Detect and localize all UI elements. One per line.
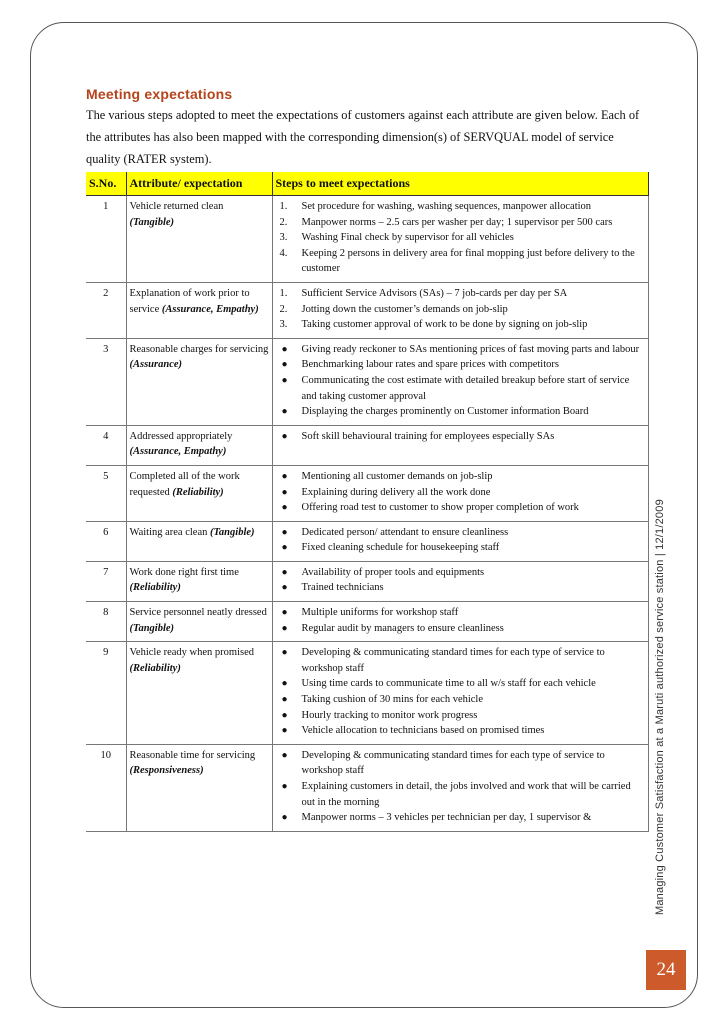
servqual-dimension: (Reliability) — [129, 662, 181, 674]
step-text: Manpower norms – 3 vehicles per technician per day, 1 supervisor & — [301, 812, 592, 824]
step-text: Using time cards to communicate time to all w/s staff for each vehicle — [301, 678, 596, 690]
steps-cell — [272, 425, 648, 465]
bullet-icon: ● — [281, 647, 288, 659]
step-item — [276, 810, 645, 826]
step-item — [276, 215, 645, 231]
step-item — [276, 500, 645, 516]
attribute-cell — [126, 465, 272, 521]
step-text: Taking cushion of 30 mins for each vehicle — [301, 694, 484, 706]
step-text: Taking customer approval of work to be done by signing on job-slip — [301, 319, 588, 331]
attribute-cell — [126, 425, 272, 465]
bulleted-steps-list — [276, 605, 645, 636]
bullet-icon: ● — [281, 694, 288, 706]
step-item — [276, 565, 645, 581]
attribute-text: Completed all of the work requested — [129, 470, 240, 498]
steps-cell — [272, 744, 648, 831]
bullet-icon: ● — [281, 749, 288, 761]
table-row — [86, 602, 648, 642]
step-item — [276, 302, 645, 318]
bullet-icon: ● — [281, 709, 288, 721]
attribute-cell — [126, 602, 272, 642]
table-row — [86, 521, 648, 561]
step-text: Dedicated person/ attendant to ensure cleanliness — [301, 526, 509, 538]
step-item — [276, 404, 645, 420]
bullet-icon: ● — [281, 725, 288, 737]
footer-sidebar-text: Managing Customer Satisfaction at a Maruti authorized service station | 12/1/2009 — [654, 499, 666, 915]
bulleted-steps-list — [276, 645, 645, 739]
bullet-icon: ● — [281, 486, 288, 498]
servqual-dimension: (Tangible) — [209, 526, 255, 538]
bullet-icon: ● — [281, 343, 288, 355]
bulleted-steps-list — [276, 469, 645, 516]
step-item — [276, 199, 645, 215]
bullet-icon: ● — [281, 607, 288, 619]
step-item — [276, 621, 645, 637]
bullet-icon: ● — [281, 566, 288, 578]
step-text: Communicating the cost estimate with detailed breakup before start of service and taking customer approval — [301, 374, 630, 402]
attribute-cell — [126, 282, 272, 338]
bullet-icon: ● — [281, 406, 288, 418]
bullet-icon: ● — [281, 678, 288, 690]
section-title: Meeting expectations — [86, 86, 233, 102]
table-row — [86, 561, 648, 601]
servqual-dimension: (Responsiveness) — [129, 765, 204, 777]
table-row — [86, 338, 648, 425]
step-item — [276, 286, 645, 302]
row-number: 2 — [86, 282, 126, 338]
intro-paragraph: The various steps adopted to meet the expectations of customers against each attribute are given below. Each of the attributes has also been mapped with the corresponding dimension(s) of SERVQUAL model of service quality (RATER system). — [86, 108, 640, 166]
step-item — [276, 540, 645, 556]
attribute-cell — [126, 338, 272, 425]
header-sno: S.No. — [86, 172, 126, 196]
steps-cell — [272, 465, 648, 521]
step-text: Manpower norms – 2.5 cars per washer per day; 1 supervisor per 500 cars — [301, 216, 613, 228]
row-number: 1 — [86, 196, 126, 283]
attribute-cell — [126, 642, 272, 745]
attribute-text: Reasonable time for servicing — [129, 749, 256, 761]
row-number: 4 — [86, 425, 126, 465]
servqual-dimension: (Assurance, Empathy) — [161, 303, 259, 315]
page-number: 24 — [646, 950, 686, 990]
servqual-dimension: (Reliability) — [129, 582, 181, 594]
step-item — [276, 230, 645, 246]
step-number: 3. — [279, 319, 288, 331]
step-number: 2. — [279, 216, 288, 228]
table-row — [86, 282, 648, 338]
step-item — [276, 485, 645, 501]
step-text: Sufficient Service Advisors (SAs) – 7 job-cards per day per SA — [301, 287, 568, 299]
step-item — [276, 357, 645, 373]
table-body — [86, 196, 648, 832]
bullet-icon: ● — [281, 582, 288, 594]
attribute-cell — [126, 744, 272, 831]
bullet-icon: ● — [281, 502, 288, 514]
step-item — [276, 708, 645, 724]
table-row — [86, 744, 648, 831]
servqual-dimension: (Tangible) — [129, 216, 175, 228]
step-text: Displaying the charges prominently on Customer information Board — [301, 406, 589, 418]
attribute-text: Vehicle returned clean — [129, 201, 224, 212]
step-text: Developing & communicating standard times for each type of service to workshop staff — [301, 749, 605, 777]
step-number: 1. — [279, 287, 288, 299]
step-text: Multiple uniforms for workshop staff — [301, 607, 459, 619]
attribute-cell — [126, 196, 272, 283]
step-text: Developing & communicating standard times for each type of service to workshop staff — [301, 647, 605, 674]
row-number: 5 — [86, 465, 126, 521]
steps-cell — [272, 196, 648, 283]
servqual-dimension: (Reliability) — [172, 486, 224, 498]
step-number: 2. — [279, 303, 288, 315]
table-row — [86, 196, 648, 283]
step-text: Keeping 2 persons in delivery area for final mopping just before delivery to the customer — [301, 247, 635, 275]
row-number: 9 — [86, 642, 126, 745]
table-row — [86, 425, 648, 465]
step-item — [276, 525, 645, 541]
step-text: Trained technicians — [301, 582, 384, 594]
step-text: Explaining during delivery all the work done — [301, 486, 491, 498]
bullet-icon: ● — [281, 470, 288, 482]
attribute-text: Work done right first time — [129, 566, 239, 578]
step-text: Giving ready reckoner to SAs mentioning prices of fast moving parts and labour — [301, 343, 640, 355]
numbered-steps-list — [276, 286, 645, 333]
attribute-cell — [126, 521, 272, 561]
step-text: Hourly tracking to monitor work progress — [301, 709, 478, 721]
steps-cell — [272, 521, 648, 561]
attribute-text: Vehicle ready when promised — [129, 647, 254, 659]
step-text: Set procedure for washing, washing sequences, manpower allocation — [301, 201, 592, 212]
row-number: 8 — [86, 602, 126, 642]
step-text: Soft skill behavioural training for employees especially SAs — [301, 430, 555, 442]
step-item — [276, 779, 645, 810]
bullet-icon: ● — [281, 781, 288, 792]
step-item — [276, 246, 645, 277]
servqual-dimension: (Tangible) — [129, 622, 175, 634]
step-item — [276, 676, 645, 692]
bullet-icon: ● — [281, 622, 288, 634]
step-text: Mentioning all customer demands on job-slip — [301, 470, 493, 482]
step-text: Explaining customers in detail, the jobs involved and work that will be carried out in the morning — [301, 781, 631, 808]
step-item — [276, 605, 645, 621]
step-text: Fixed cleaning schedule for housekeeping staff — [301, 542, 500, 554]
step-item — [276, 723, 645, 739]
expectations-table — [86, 172, 649, 832]
header-steps: Steps to meet expectations — [272, 172, 648, 196]
step-text: Regular audit by managers to ensure cleanliness — [301, 622, 504, 634]
steps-cell — [272, 338, 648, 425]
bulleted-steps-list — [276, 342, 645, 420]
step-item — [276, 373, 645, 404]
header-attribute: Attribute/ expectation — [126, 172, 272, 196]
bullet-icon: ● — [281, 374, 288, 386]
attribute-text: Explanation of work prior to service — [129, 287, 250, 315]
step-item — [276, 469, 645, 485]
step-item — [276, 342, 645, 358]
bulleted-steps-list — [276, 565, 645, 596]
table-row — [86, 465, 648, 521]
bullet-icon: ● — [281, 430, 288, 442]
row-number: 10 — [86, 744, 126, 831]
numbered-steps-list — [276, 199, 645, 277]
step-text: Offering road test to customer to show proper completion of work — [301, 502, 579, 514]
step-number: 1. — [279, 201, 288, 212]
bullet-icon: ● — [281, 526, 288, 538]
attribute-text: Service personnel neatly dressed — [129, 607, 267, 619]
step-item — [276, 317, 645, 333]
step-number: 4. — [279, 247, 288, 259]
table-row — [86, 642, 648, 745]
servqual-dimension: (Assurance, Empathy) — [129, 446, 227, 458]
steps-cell — [272, 282, 648, 338]
steps-cell — [272, 561, 648, 601]
bullet-icon: ● — [281, 542, 288, 554]
step-number: 3. — [279, 232, 288, 244]
bulleted-steps-list — [276, 748, 645, 826]
attribute-text: Waiting area clean — [129, 526, 208, 538]
step-item — [276, 429, 645, 445]
servqual-dimension: (Assurance) — [129, 359, 183, 371]
step-text: Availability of proper tools and equipments — [301, 566, 485, 578]
attribute-cell — [126, 561, 272, 601]
bullet-icon: ● — [281, 359, 288, 371]
table-header-row — [86, 172, 648, 196]
bulleted-steps-list — [276, 525, 645, 556]
step-item — [276, 748, 645, 779]
step-text: Jotting down the customer’s demands on job-slip — [301, 303, 508, 315]
steps-cell — [272, 642, 648, 745]
row-number: 6 — [86, 521, 126, 561]
attribute-text: Reasonable charges for servicing — [129, 343, 269, 355]
step-item — [276, 580, 645, 596]
step-text: Benchmarking labour rates and spare prices with competitors — [301, 359, 559, 371]
attribute-text: Addressed appropriately — [129, 430, 233, 442]
row-number: 3 — [86, 338, 126, 425]
bulleted-steps-list — [276, 429, 645, 445]
step-text: Vehicle allocation to technicians based on promised times — [301, 725, 545, 737]
step-item — [276, 692, 645, 708]
row-number: 7 — [86, 561, 126, 601]
steps-cell — [272, 602, 648, 642]
step-text: Washing Final check by supervisor for all vehicles — [301, 232, 514, 244]
bullet-icon: ● — [281, 812, 288, 824]
step-item — [276, 645, 645, 676]
